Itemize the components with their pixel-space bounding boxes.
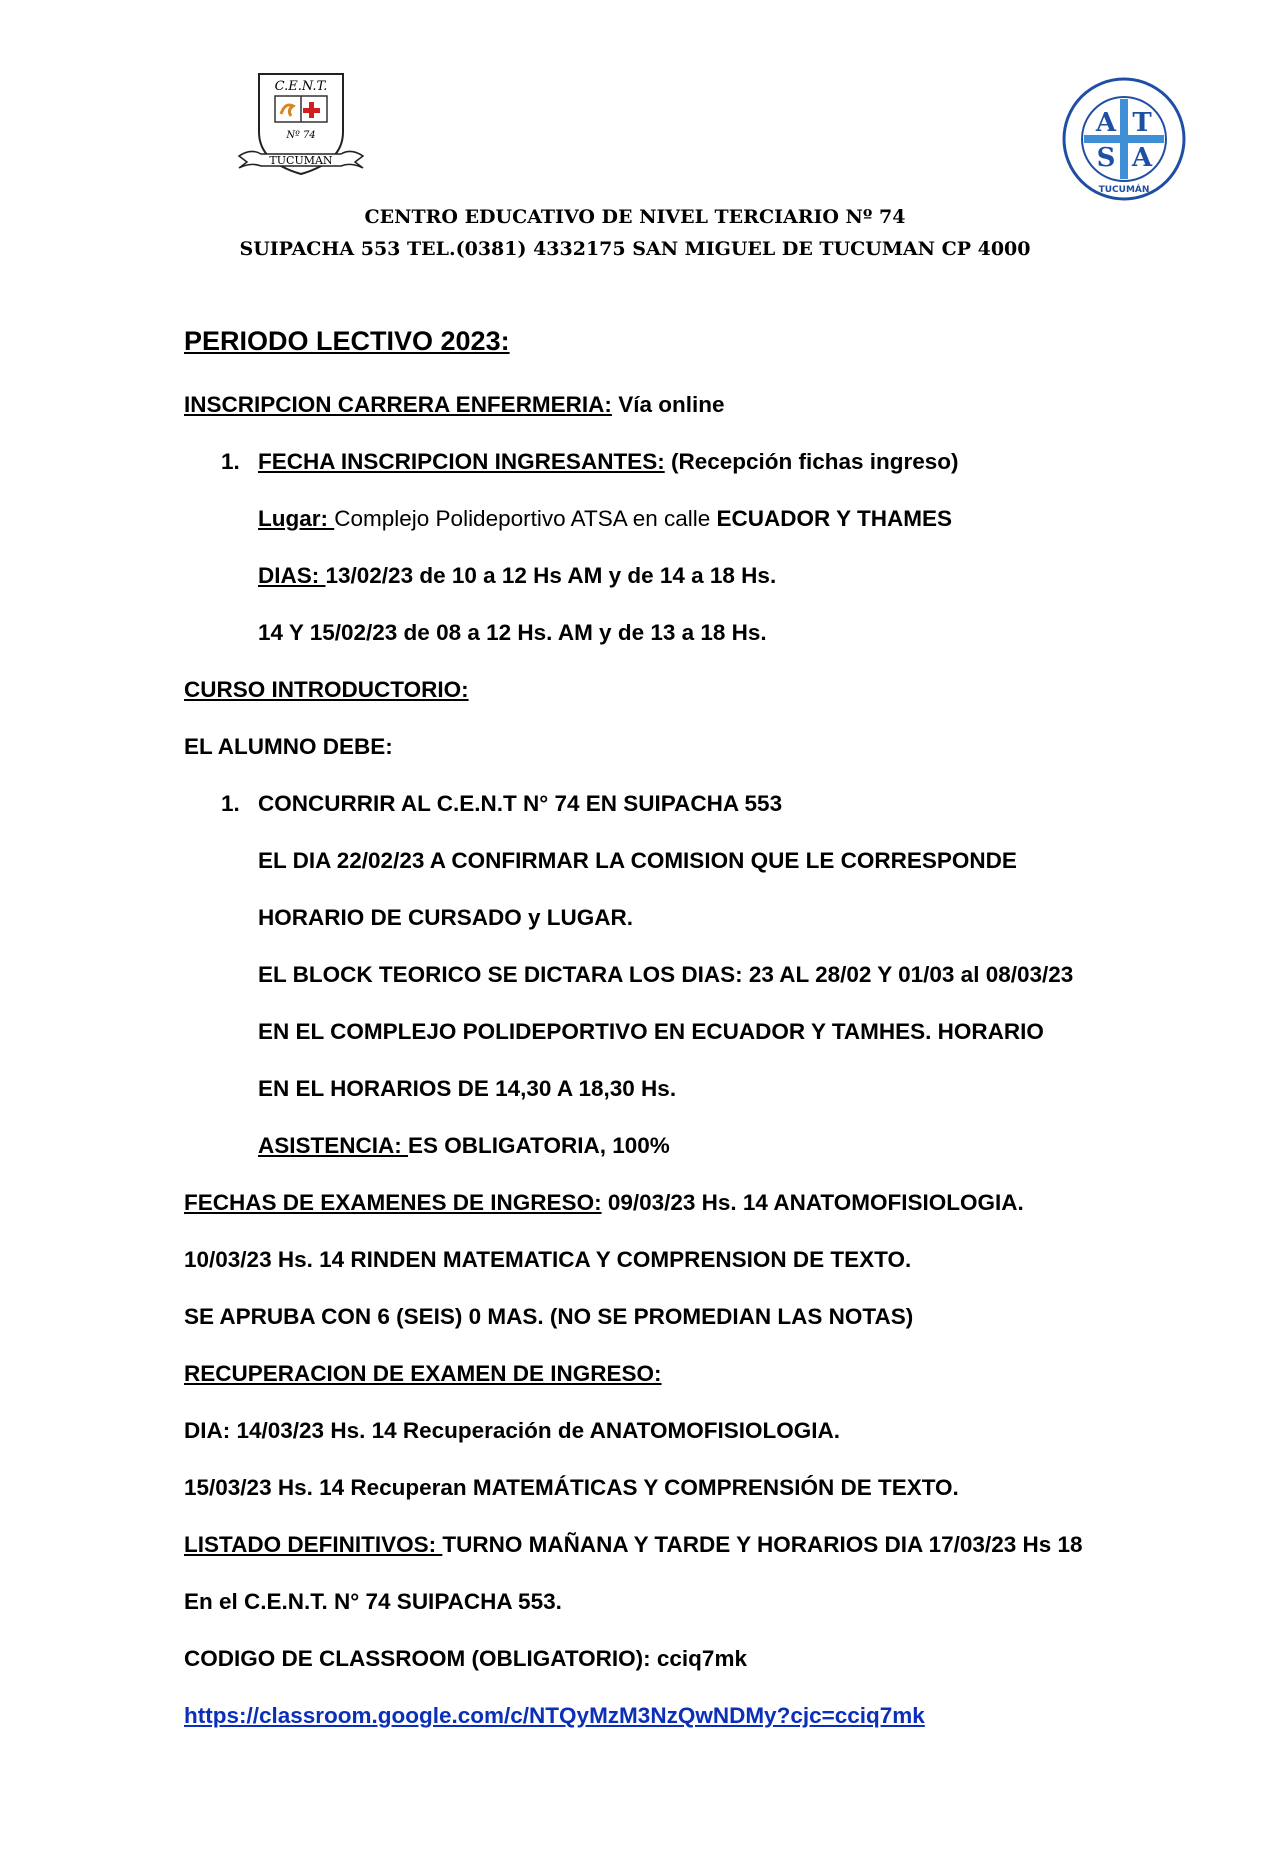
inscripcion-label: INSCRIPCION CARRERA ENFERMERIA: — [184, 392, 612, 417]
fecha-inscripcion-label: FECHA INSCRIPCION INGRESANTES: — [258, 449, 665, 474]
svg-text:A: A — [1095, 108, 1117, 138]
examenes-line — [184, 1190, 1024, 1216]
dias-text: 13/02/23 de 10 a 12 Hs AM y de 14 a 18 Hs. — [325, 563, 777, 588]
cent-logo — [231, 70, 371, 182]
asistencia-value: ES OBLIGATORIA, 100% — [408, 1133, 670, 1158]
svg-text:S: S — [1096, 143, 1116, 173]
svg-text:T: T — [1132, 108, 1152, 138]
curso-line: HORARIO DE CURSADO y LUGAR. — [258, 905, 634, 930]
recuperacion-label: RECUPERACION DE EXAMEN DE INGRESO: — [184, 1361, 662, 1386]
listado-line-2: En el C.E.N.T. N° 74 SUIPACHA 553. — [184, 1589, 562, 1614]
curso-line: CONCURRIR AL C.E.N.T N° 74 EN SUIPACHA 553 — [258, 791, 783, 816]
examenes-value: 09/03/23 Hs. 14 ANATOMOFISIOLOGIA. — [601, 1190, 1024, 1215]
curso-line: EL BLOCK TEORICO SE DICTARA LOS DIAS: 23 AL 28/02 Y 01/03 al 08/03/23 — [258, 962, 1074, 987]
lugar-bold: ECUADOR Y THAMES — [716, 506, 952, 531]
asistencia-line — [258, 1133, 670, 1159]
listado-value: TURNO MAÑANA Y TARDE Y HORARIOS DIA 17/03/23 Hs 18 — [442, 1532, 1083, 1557]
curso-line: EL DIA 22/02/23 A CONFIRMAR LA COMISION QUE LE CORRESPONDE — [258, 848, 1017, 873]
lugar-text: Complejo Polideportivo ATSA en calle — [334, 506, 717, 531]
dias-line — [258, 563, 776, 589]
svg-text:TUCUMÁN: TUCUMÁN — [1098, 185, 1150, 195]
inscripcion-value: Vía online — [611, 392, 725, 417]
recuperacion-line-1: DIA: 14/03/23 Hs. 14 Recuperación de ANATOMOFISIOLOGIA. — [184, 1418, 841, 1443]
alumno-debe: EL ALUMNO DEBE: — [184, 734, 393, 759]
listado-line — [184, 1532, 1083, 1558]
recuperacion-line-2: 15/03/23 Hs. 14 Recuperan MATEMÁTICAS Y COMPRENSIÓN DE TEXTO. — [184, 1475, 959, 1500]
list-number: 1. — [221, 791, 240, 816]
examenes-line-2: 10/03/23 Hs. 14 RINDEN MATEMATICA Y COMPRENSION DE TEXTO. — [184, 1247, 912, 1272]
curso-label: CURSO INTRODUCTORIO: — [184, 677, 469, 702]
dias-line-2: 14 Y 15/02/23 de 08 a 12 Hs. AM y de 13 a 18 Hs. — [258, 620, 767, 645]
fecha-inscripcion-value: (Recepción fichas ingreso) — [664, 449, 959, 474]
classroom-code: CODIGO DE CLASSROOM (OBLIGATORIO): cciq7mk — [184, 1646, 747, 1671]
list-number: 1. — [221, 449, 240, 474]
atsa-logo — [1061, 76, 1187, 202]
lugar-label: Lugar: — [258, 506, 335, 531]
examenes-label: FECHAS DE EXAMENES DE INGRESO: — [184, 1190, 602, 1215]
svg-text:A: A — [1131, 143, 1153, 173]
lugar-line — [258, 506, 952, 532]
dias-label: DIAS: — [258, 563, 326, 588]
fecha-inscripcion-line — [258, 449, 959, 475]
svg-text:C.E.N.T.: C.E.N.T. — [274, 79, 328, 94]
examenes-line-3: SE APRUBA CON 6 (SEIS) 0 MAS. (NO SE PROMEDIAN LAS NOTAS) — [184, 1304, 914, 1329]
asistencia-label: ASISTENCIA: — [258, 1133, 409, 1158]
page-title: PERIODO LECTIVO 2023: — [184, 326, 510, 356]
listado-label: LISTADO DEFINITIVOS: — [184, 1532, 443, 1557]
svg-text:Nº 74: Nº 74 — [286, 130, 316, 141]
header-address: SUIPACHA 553 TEL.(0381) 4332175 SAN MIGUEL DE TUCUMAN CP 4000 — [239, 238, 1031, 260]
curso-line: EN EL HORARIOS DE 14,30 A 18,30 Hs. — [258, 1076, 677, 1101]
curso-line: EN EL COMPLEJO POLIDEPORTIVO EN ECUADOR Y TAMHES. HORARIO — [258, 1019, 1044, 1044]
inscripcion-line — [184, 392, 724, 418]
header-institution: CENTRO EDUCATIVO DE NIVEL TERCIARIO Nº 74 — [364, 206, 906, 228]
svg-text:TUCUMAN: TUCUMAN — [269, 154, 333, 167]
classroom-link[interactable]: https://classroom.google.com/c/NTQyMzM3NzQwNDMy?cjc=cciq7mk — [184, 1703, 925, 1728]
